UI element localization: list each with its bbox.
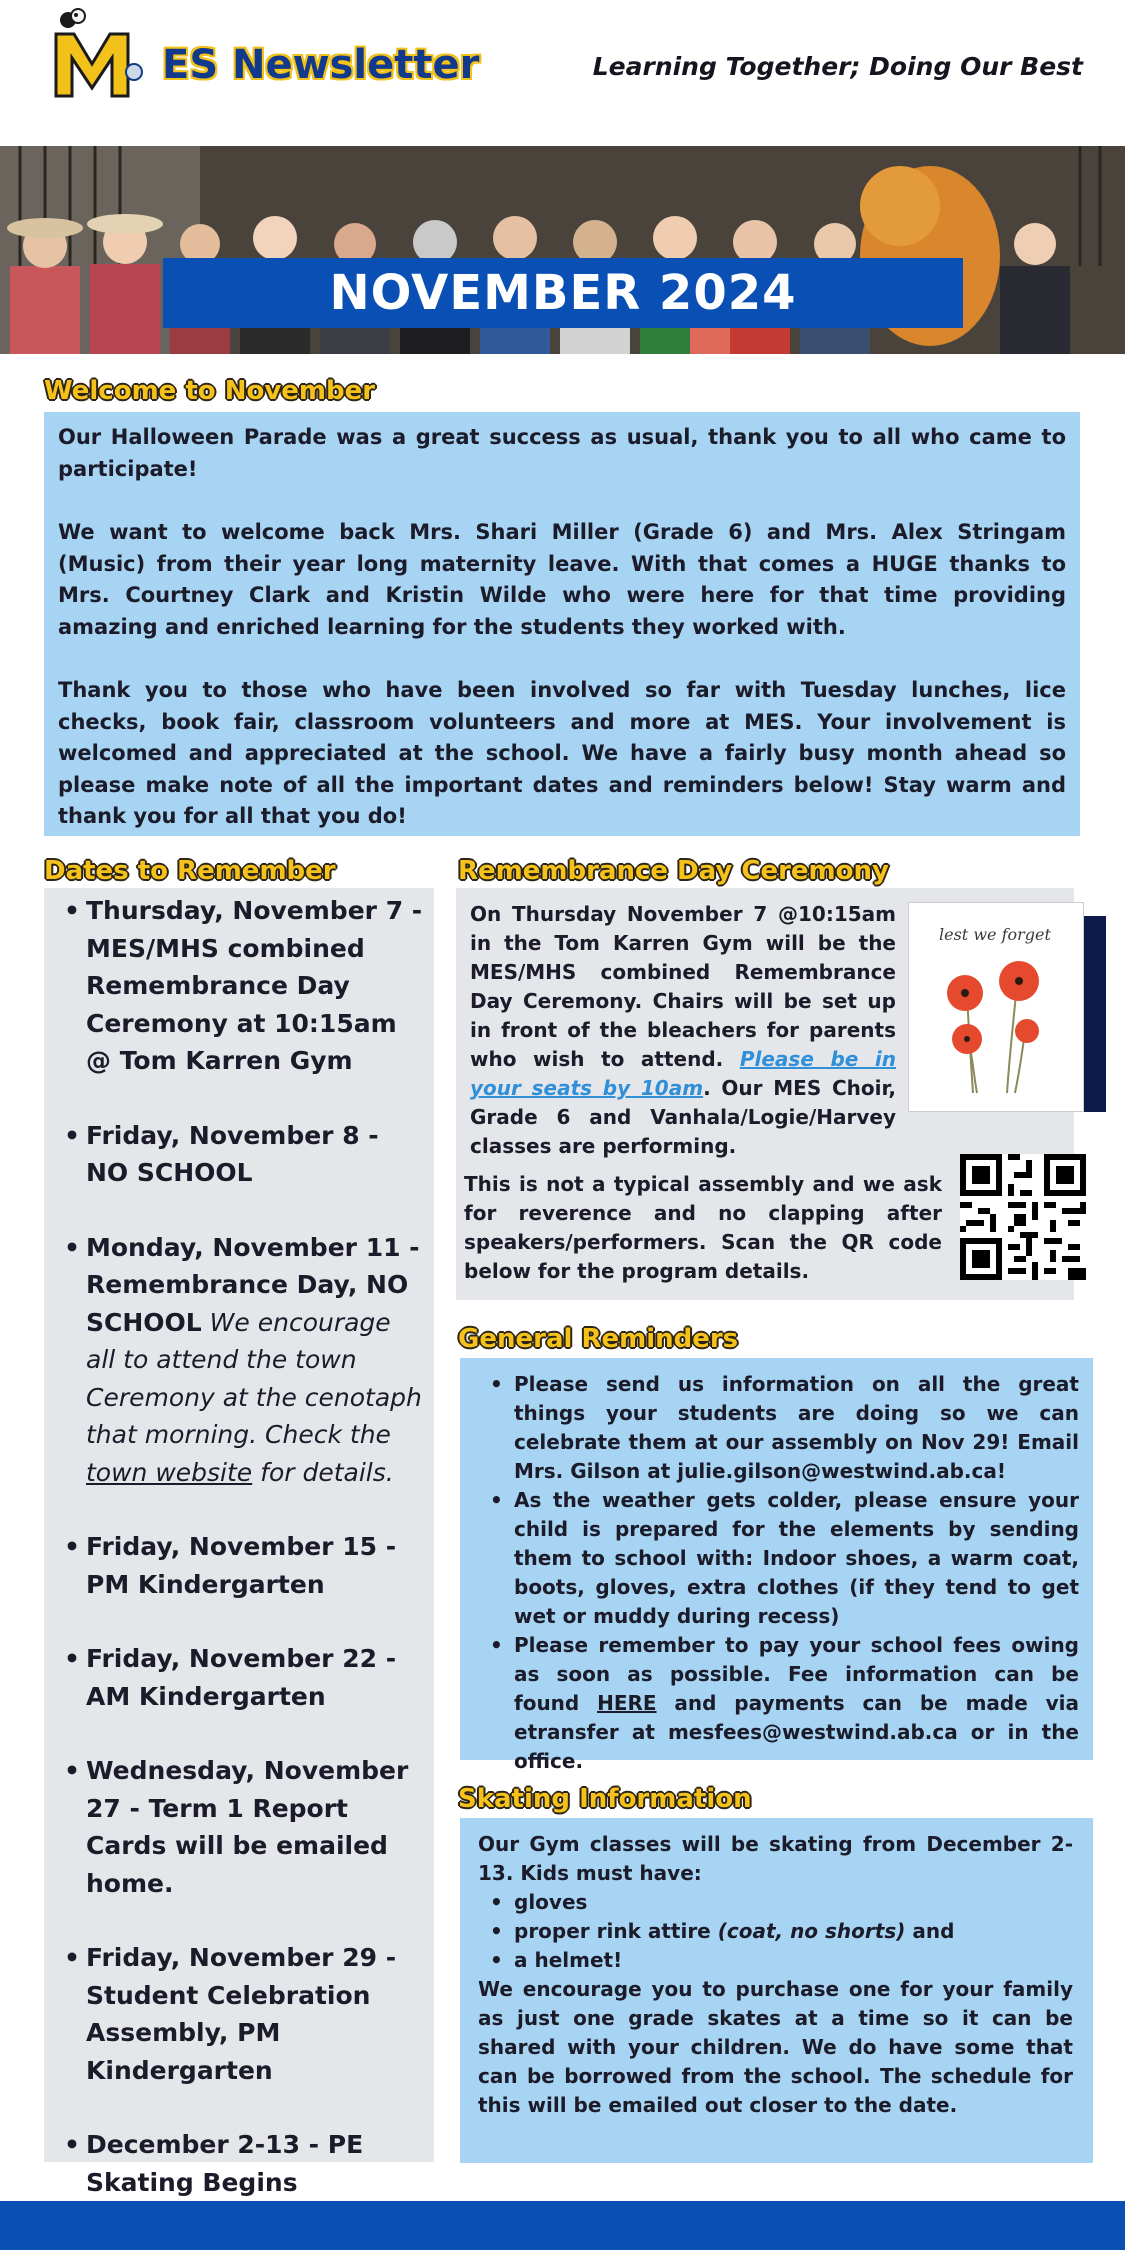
- remembrance-heading: Remembrance Day Ceremony: [458, 856, 889, 886]
- qr-code-icon[interactable]: [960, 1154, 1086, 1280]
- welcome-panel: [44, 412, 1080, 836]
- dates-list: [64, 892, 424, 2201]
- footer-bar: [0, 2201, 1125, 2250]
- skating-heading: Skating Information: [458, 1784, 752, 1814]
- dates-heading: Dates to Remember: [44, 856, 336, 886]
- fee-info-link[interactable]: HERE: [597, 1691, 657, 1715]
- newsletter-header: [0, 0, 1125, 110]
- poppy-card-front: [908, 902, 1084, 1112]
- school-tagline: Learning Together; Doing Our Best: [592, 52, 1083, 81]
- date-item: • Friday, November 22 - AM Kindergarten: [64, 1640, 424, 1715]
- remembrance-note: This is not a typical assembly and we ask for reverence and no clapping after speakers/performers. Scan the QR code below for the program details.: [464, 1172, 942, 1283]
- welcome-paragraph: We want to welcome back Mrs. Shari Miller (Grade 6) and Mrs. Alex Stringam (Music) from their year long maternity leave. With that comes a HUGE thanks to Mrs. Courtney Clark and Kristin Wilde who were here for that time providing amazing and enriched learning for the students they worked with.: [58, 520, 1066, 639]
- skating-list: [478, 1888, 1073, 1975]
- town-website-link[interactable]: town website: [86, 1457, 253, 1487]
- remembrance-panel: [456, 888, 1074, 1300]
- reminder-item: • Please remember to pay your school fees owing as soon as possible. Fee information can be found HERE and payments can be made via etransfer at mesfees@westwind.ab.ca or in the office.: [486, 1631, 1079, 1776]
- reminders-panel: [460, 1358, 1093, 1773]
- welcome-paragraph: Thank you to those who have been involved so far with Tuesday lunches, lice checks, book fair, classroom volunteers and more at MES. Your involvement is welcomed and appreciated at the school. We have a fairly busy month ahead so please make note of all the important dates and reminders below! Stay warm and thank you for all that you do!: [58, 678, 1066, 828]
- skating-item: • proper rink attire (coat, no shorts) and: [478, 1917, 1073, 1946]
- month-banner: NOVEMBER 2024: [163, 258, 963, 328]
- skating-item: • a helmet!: [478, 1946, 1073, 1975]
- school-logo-icon: [52, 6, 162, 98]
- welcome-paragraph: Our Halloween Parade was a great success as usual, thank you to all who came to participate!: [58, 425, 1066, 481]
- date-item: • Thursday, November 7 - MES/MHS combined Remembrance Day Ceremony at 10:15am @ Tom Karren Gym: [64, 892, 424, 1080]
- date-item: • Friday, November 29 - Student Celebration Assembly, PM Kindergarten: [64, 1939, 424, 2089]
- reminder-item: • As the weather gets colder, please ensure your child is prepared for the elements by sending them to school with: Indoor shoes, a warm coat, boots, gloves, extra clothes (if they tend to get wet or muddy during recess): [486, 1486, 1079, 1631]
- hero-photo: [0, 146, 1125, 354]
- skating-outro: We encourage you to purchase one for your family as just one grade skates at a time so it can be shared with your children. We do have some that can be borrowed from the school. The schedule for this will be emailed out closer to the date.: [478, 1977, 1073, 2117]
- date-item: • Monday, November 11 - Remembrance Day, NO SCHOOL We encourage all to attend the town Ceremony at the cenotaph that morning. Check the town website for details.: [64, 1229, 424, 1492]
- seats-by-10am-link[interactable]: Please be in your seats by 10am: [470, 1047, 896, 1100]
- newsletter-title: ES Newsletter: [162, 42, 480, 88]
- card-script-text: lest we forget: [939, 925, 1051, 944]
- date-note: We encourage all to attend the town Ceremony at the cenotaph that morning. Check the: [86, 1307, 422, 1449]
- dates-panel: [44, 888, 434, 2197]
- date-item: • December 2-13 - PE Skating Begins: [64, 2126, 424, 2201]
- reminders-list: [486, 1370, 1079, 1776]
- welcome-heading: Welcome to November: [44, 376, 376, 406]
- reminder-item: • Please send us information on all the great things your students are doing so we can celebrate them at our assembly on Nov 29! Email Mrs. Gilson at julie.gilson@westwind.ab.ca!: [486, 1370, 1079, 1486]
- skating-item: • gloves: [478, 1888, 1073, 1917]
- date-item: • Friday, November 8 - NO SCHOOL: [64, 1117, 424, 1192]
- skating-intro: Our Gym classes will be skating from December 2-13. Kids must have:: [478, 1832, 1073, 1885]
- skating-panel: [460, 1818, 1093, 2163]
- date-item: • Wednesday, November 27 - Term 1 Report Cards will be emailed home.: [64, 1752, 424, 1902]
- date-item: • Friday, November 15 - PM Kindergarten: [64, 1528, 424, 1603]
- remembrance-text: On Thursday November 7 @10:15am in the Tom Karren Gym will be the MES/MHS combined Remembrance Day Ceremony. Chairs will be set up in front of the bleachers for parents who wish to attend. Please be in your seats by 10am. Our MES Choir, Grade 6 and Vanhala/Logie/Harvey classes are performing.: [470, 902, 896, 1158]
- reminders-heading: General Reminders: [458, 1324, 739, 1354]
- poppy-icon: [909, 903, 1085, 1113]
- poppy-card-image: [908, 902, 1086, 1124]
